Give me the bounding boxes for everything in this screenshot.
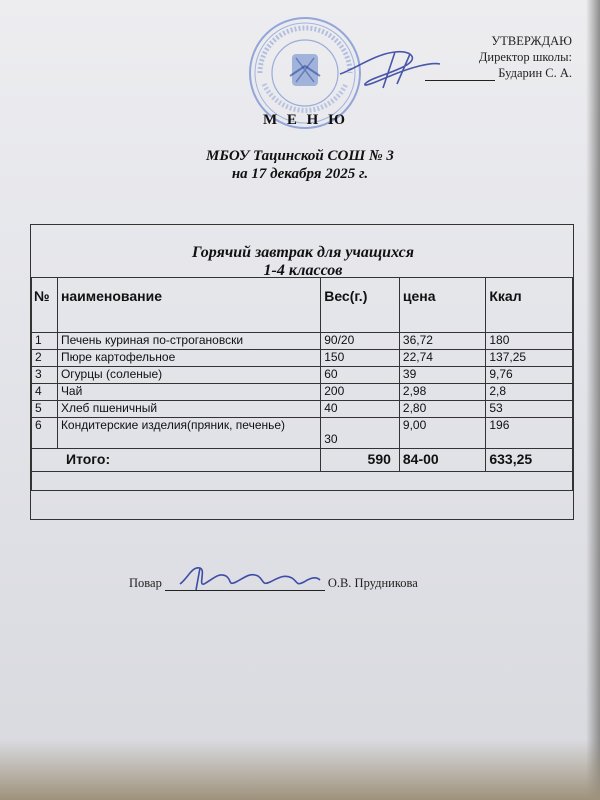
- director-name: Бударин С. А.: [498, 66, 572, 80]
- school-name: МБОУ Тацинской СОШ № 3: [206, 148, 394, 164]
- row-weight: 150: [321, 350, 400, 367]
- row-kcal: 2,8: [486, 384, 573, 401]
- header-name: наименование: [57, 278, 320, 333]
- row-kcal: 53: [486, 401, 573, 418]
- total-weight: 590: [321, 449, 400, 472]
- table-row: [32, 401, 573, 418]
- photo-edge-right: [586, 0, 600, 800]
- table-row: [32, 384, 573, 401]
- total-price: 84-00: [399, 449, 485, 472]
- row-num: 4: [32, 384, 58, 401]
- header-weight: Вес(г.): [321, 278, 400, 333]
- row-num: 3: [32, 367, 58, 384]
- menu-title: М Е Н Ю: [263, 112, 348, 128]
- row-price: 2,80: [399, 401, 485, 418]
- table-row: [32, 333, 573, 350]
- row-price: 22,74: [399, 350, 485, 367]
- menu-table-box: [30, 224, 574, 520]
- row-num: 5: [32, 401, 58, 418]
- row-weight: 60: [321, 367, 400, 384]
- row-weight: 200: [321, 384, 400, 401]
- approval-position: Директор школы:: [478, 50, 572, 64]
- row-name: Кондитерские изделия(пряник, печенье): [57, 418, 320, 449]
- row-kcal: 137,25: [486, 350, 573, 367]
- total-label: Итого:: [32, 449, 321, 472]
- row-weight: 90/20: [321, 333, 400, 350]
- row-name: Печень куриная по-строгановски: [57, 333, 320, 350]
- row-kcal: 9,76: [486, 367, 573, 384]
- row-weight: 40: [321, 401, 400, 418]
- row-price: 39: [399, 367, 485, 384]
- row-price: 2,98: [399, 384, 485, 401]
- total-kcal: 633,25: [486, 449, 573, 472]
- table-total-row: [32, 449, 573, 472]
- row-kcal: 180: [486, 333, 573, 350]
- row-name: Хлеб пшеничный: [57, 401, 320, 418]
- row-num: 2: [32, 350, 58, 367]
- cook-label: Повар: [129, 576, 162, 590]
- table-row: [32, 418, 573, 449]
- row-name: Огурцы (соленые): [57, 367, 320, 384]
- table-header-row: [32, 278, 573, 333]
- header-kcal: Ккал: [486, 278, 573, 333]
- row-num: 6: [32, 418, 58, 449]
- cook-name: О.В. Прудникова: [327, 576, 418, 590]
- row-price: 9,00: [399, 418, 485, 449]
- table-row: [32, 350, 573, 367]
- cook-signature: [170, 556, 330, 596]
- row-price: 36,72: [399, 333, 485, 350]
- photo-edge-bottom: [0, 740, 600, 800]
- menu-table: [31, 277, 573, 491]
- table-empty-row: [32, 472, 573, 491]
- header-num: №: [32, 278, 58, 333]
- table-row: [32, 367, 573, 384]
- table-caption-line2: 1-4 классов: [263, 262, 343, 279]
- approval-title: УТВЕРЖДАЮ: [491, 34, 572, 48]
- row-num: 1: [32, 333, 58, 350]
- table-caption-line1: Горячий завтрак для учащихся: [191, 244, 415, 261]
- menu-date: на 17 декабря 2025 г.: [231, 166, 369, 182]
- row-name: Пюре картофельное: [57, 350, 320, 367]
- director-signature: [335, 44, 445, 99]
- row-kcal: 196: [486, 418, 573, 449]
- row-name: Чай: [57, 384, 320, 401]
- row-weight: 30: [321, 418, 400, 449]
- header-price: цена: [399, 278, 485, 333]
